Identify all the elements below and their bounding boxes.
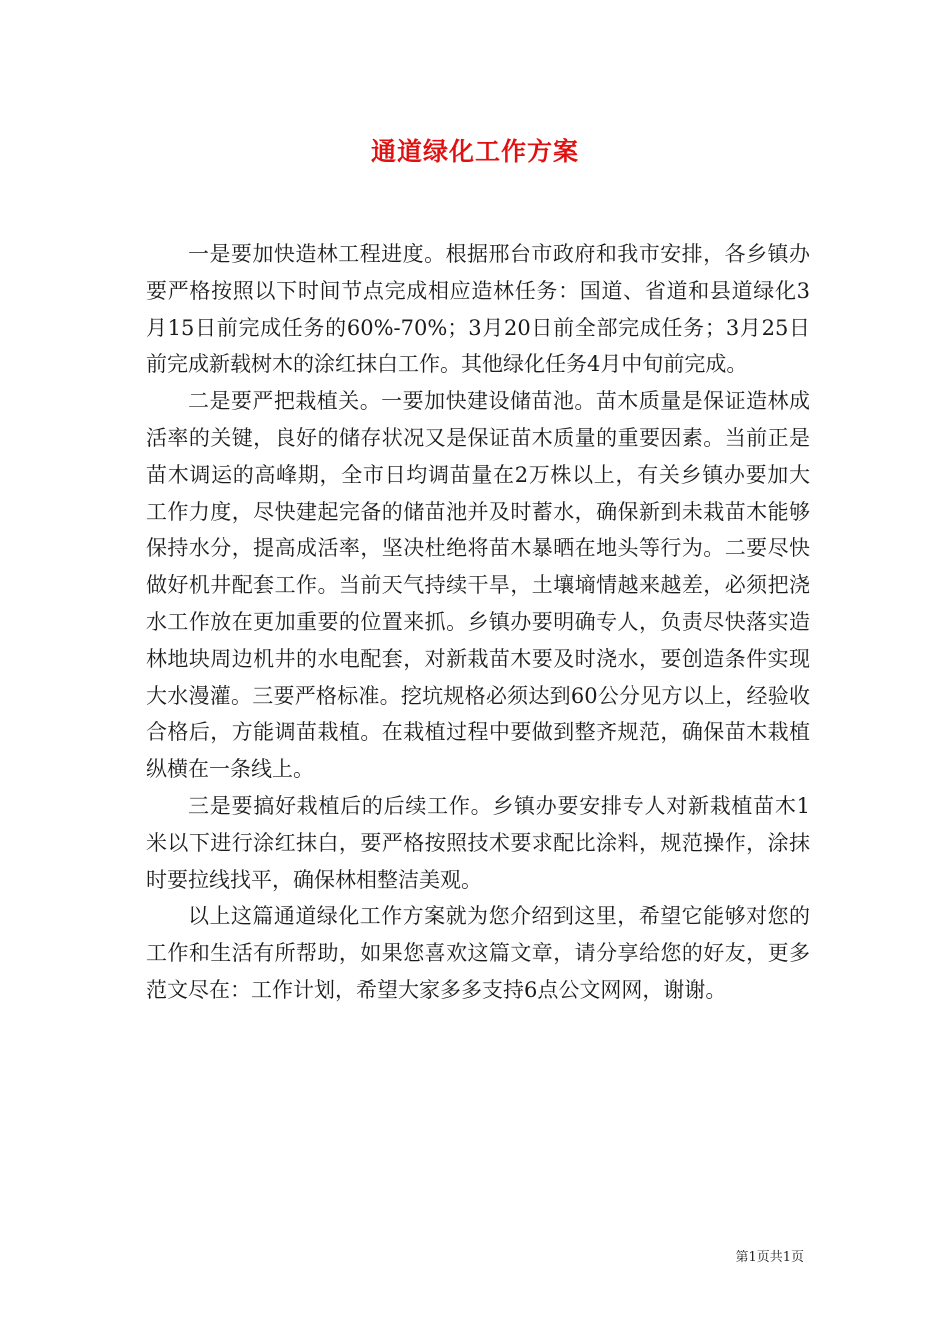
paragraph-4: 以上这篇通道绿化工作方案就为您介绍到这里，希望它能够对您的工作和生活有所帮助，如果您喜欢这篇文章，请分享给您的好友，更多范文尽在：工作计划，希望大家多多支持6点公文网网，谢谢。: [146, 904, 810, 1002]
paragraph-1: 一是要加快造林工程进度。根据邢台市政府和我市安排，各乡镇办要严格按照以下时间节点完成相应造林任务：国道、省道和县道绿化3月15日前完成任务的60%-70%；3月20日前全部完成任务；3月25日前完成新载树木的涂红抹白工作。其他绿化任务4月中旬前完成。: [146, 242, 810, 377]
paragraph-3: 三是要搞好栽植后的后续工作。乡镇办要安排专人对新栽植苗木1米以下进行涂红抹白，要严格按照技术要求配比涂料，规范操作，涂抹时要拉线找平，确保林相整洁美观。: [146, 793, 810, 892]
paragraph-2: 二是要严把栽植关。一要加快建设储苗池。苗木质量是保证造林成活率的关键，良好的储存状况又是保证苗木质量的重要因素。当前正是苗木调运的高峰期，全市日均调苗量在2万株以上，有关乡镇办要加大工作力度，尽快建起完备的储苗池并及时蓄水，确保新到未栽苗木能够保持水分，提高成活率，坚决杜绝将苗木暴晒在地头等行为。二要尽快做好机井配套工作。当前天气持续干旱，土壤墒情越来越差，必须把浇水工作放在更加重要的位置来抓。乡镇办要明确专人，负责尽快落实造林地块周边机井的水电配套，对新栽苗木要及时浇水，要创造条件实现大水漫灌。三要严格标准。挖坑规格必须达到60公分见方以上，经验收合格后，方能调苗栽植。在栽植过程中要做到整齐规范，确保苗木栽植纵横在一条线上。: [146, 389, 810, 782]
page-number: 第1页共1页: [735, 1250, 804, 1265]
document-body: [146, 236, 810, 1009]
document-title: 通道绿化工作方案: [370, 137, 579, 166]
